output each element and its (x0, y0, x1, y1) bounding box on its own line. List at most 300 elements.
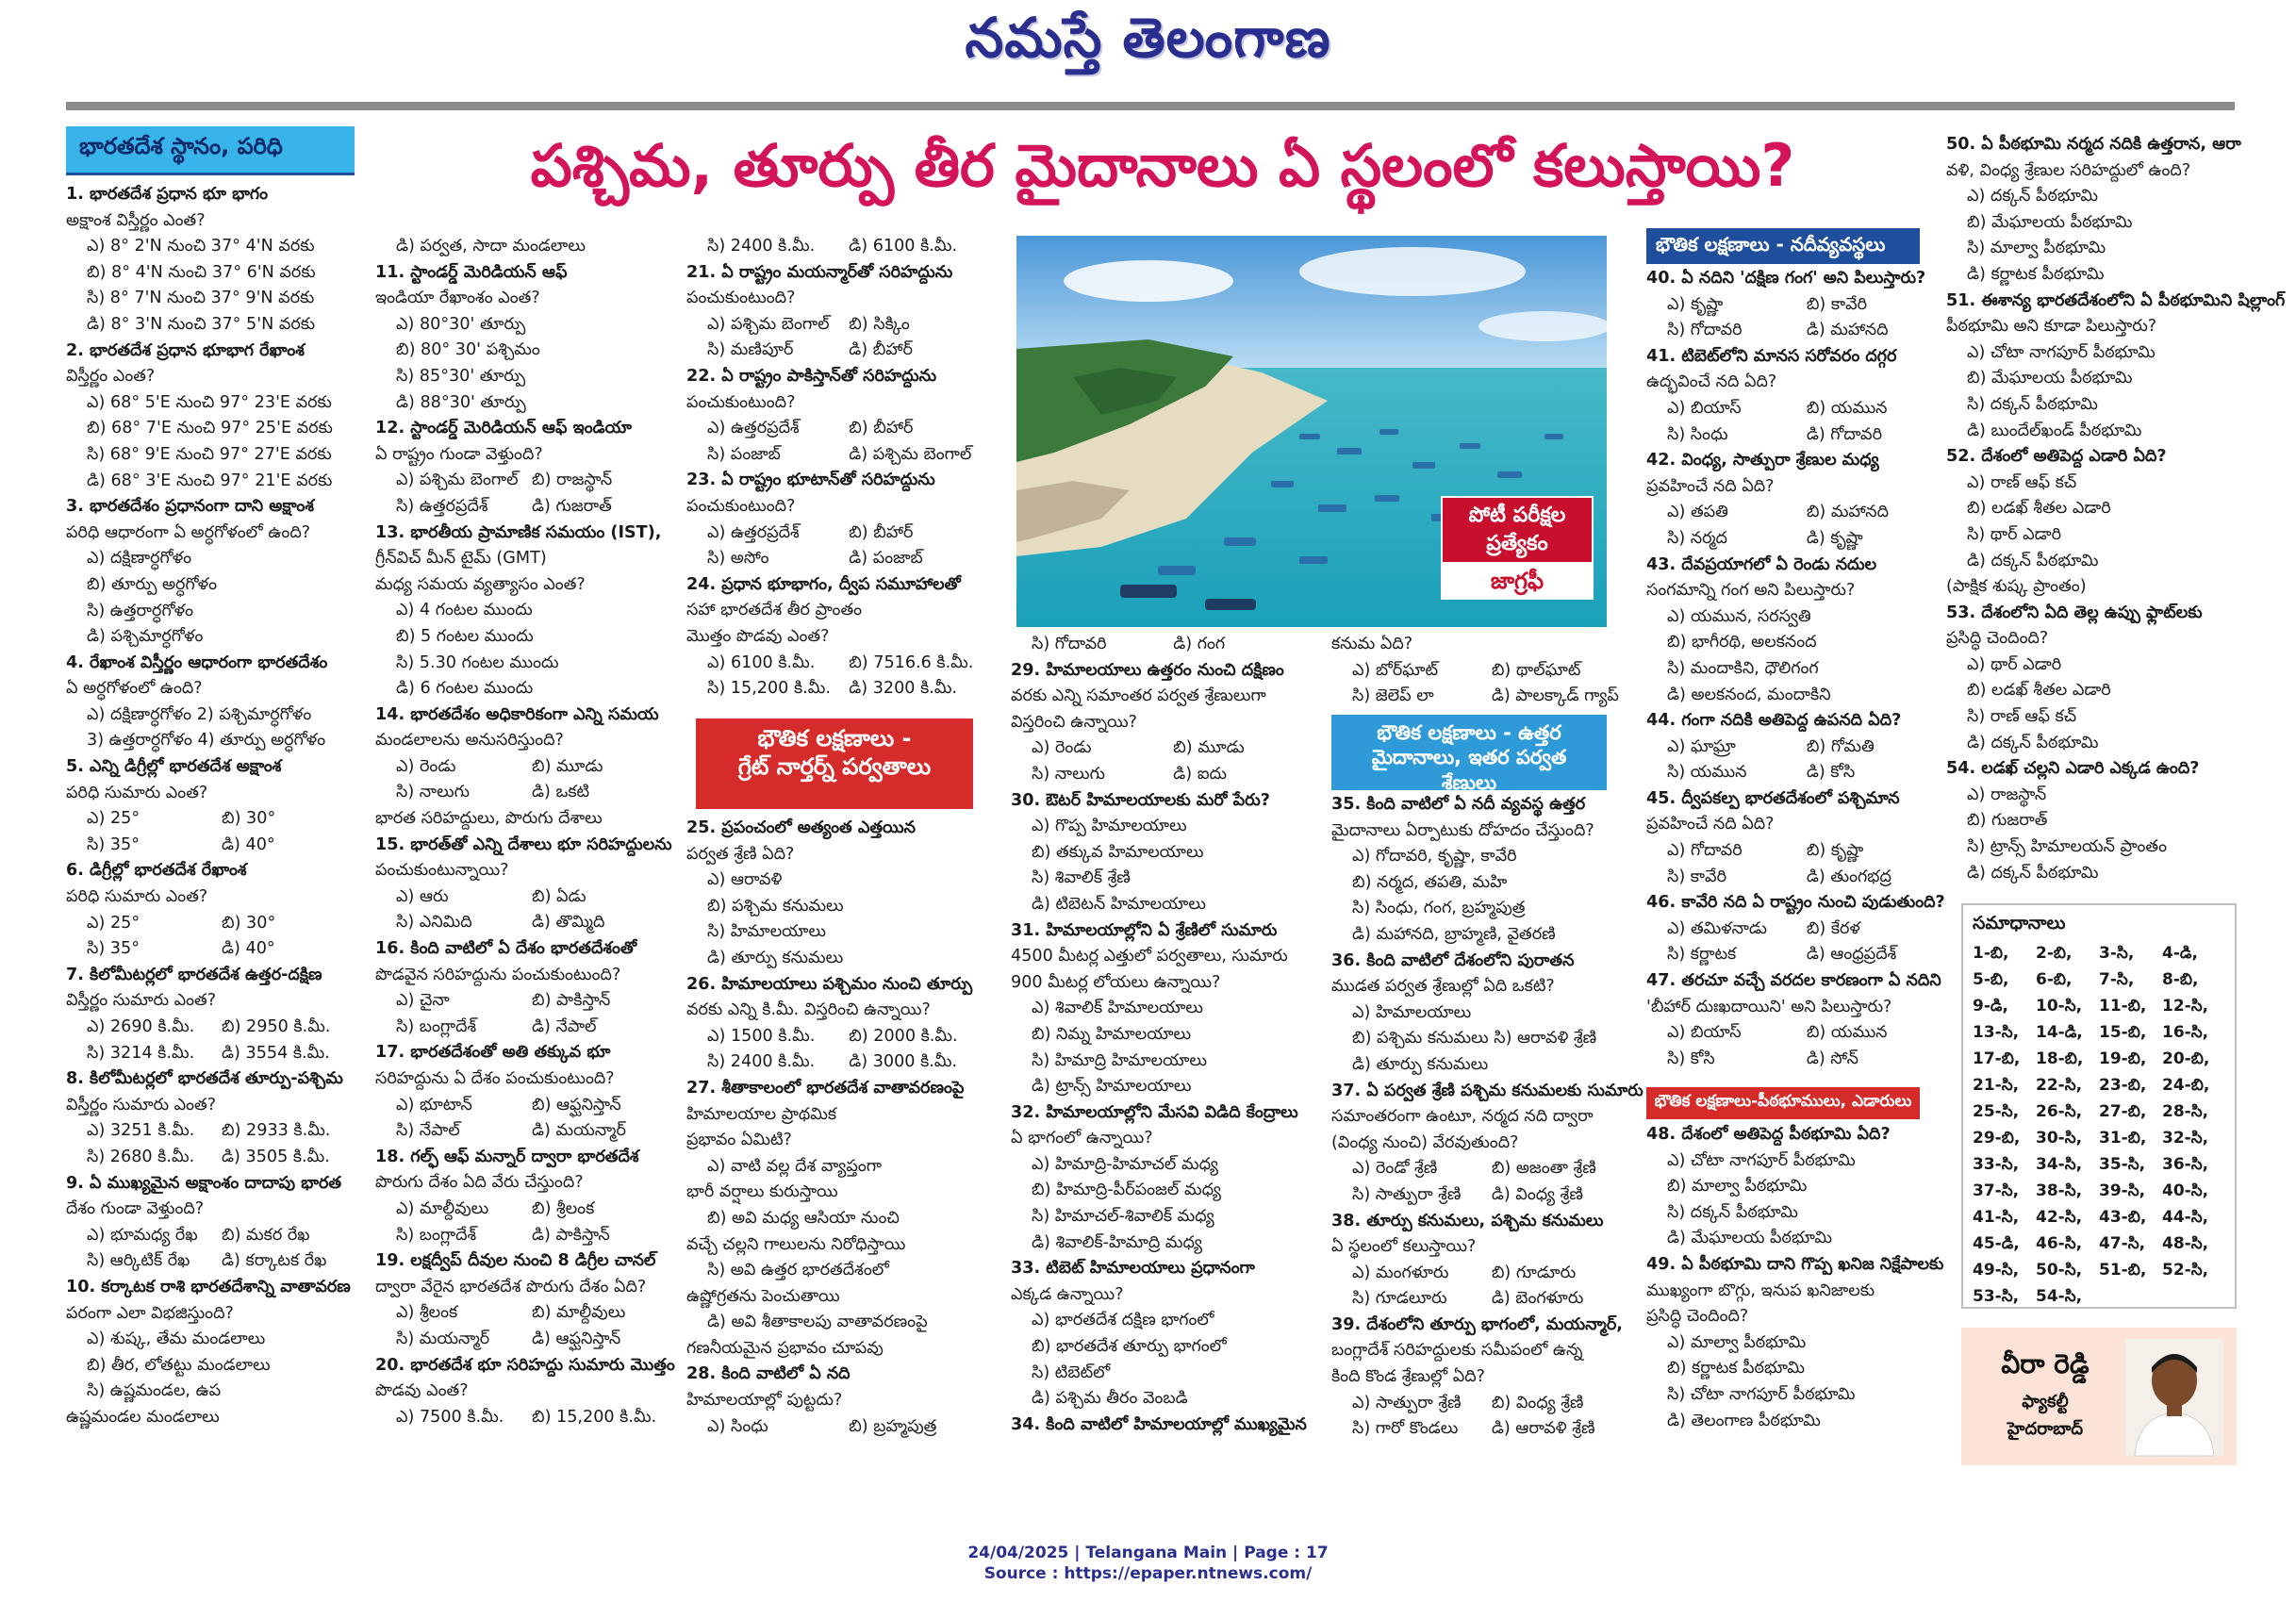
option: డి) తొమ్మిది (532, 913, 605, 933)
column-3-top (686, 234, 1002, 724)
text-line: మొత్తం పొడవు ఎంత? (686, 626, 830, 646)
section-tag-northern-line1: భౌతిక లక్షణాలు - (757, 725, 912, 751)
option: ఎ) 7500 కి.మీ. (396, 1407, 504, 1427)
option: ఎ) 1500 కి.మీ. (707, 1026, 816, 1046)
text-line: పొడవు ఎంత? (375, 1381, 469, 1401)
question: 24. ప్రధాన భూభాగం, ద్వీప సమూహాలతో (686, 574, 961, 594)
answer-item: 20-బి, (2162, 1049, 2210, 1068)
text-line: పంచుకుంటుంది? (686, 289, 796, 308)
option: బి) ఏడు (532, 886, 586, 906)
answer-item: 53-సి, (1973, 1287, 2020, 1306)
option: ఎ) రెండు (396, 756, 456, 776)
text-line: హిమాలయాల ప్రాథమిక (686, 1104, 837, 1124)
option: ఎ) తపతి (1667, 503, 1728, 522)
masthead (0, 0, 2296, 94)
option: బి) తూర్పు అర్ధగోళం (87, 574, 218, 594)
page-footer (0, 1543, 2296, 1584)
option: సి) 68° 9'E నుంచి 97° 27'E వరకు (87, 444, 332, 464)
question: 6. డిగ్రీల్లో భారతదేశ రేఖాంశ (66, 861, 247, 881)
option-pair (1646, 396, 1957, 422)
option-pair (1646, 526, 1957, 553)
option: డి) నేపాల్ (532, 1016, 597, 1036)
option: ఎ) 8° 2'N నుంచి 37° 4'N వరకు (87, 237, 315, 256)
option: ఎ) గోదావరి, కృష్ణా, కావేరి (1352, 847, 1517, 867)
option-pair (1331, 1156, 1643, 1182)
answer-item: 14-డి, (2036, 1023, 2083, 1042)
option: బి) బీహార్ (849, 419, 914, 438)
option: సి) 35° (87, 939, 140, 959)
option-pair (1331, 1391, 1643, 1417)
option: డి) ఐదు (1173, 764, 1228, 784)
option: బి) 2000 కి.మీ. (849, 1026, 958, 1046)
option: సి) నేపాల్ (396, 1121, 460, 1141)
option: డి) 3554 కి.మీ. (222, 1043, 330, 1063)
option: సి) 2400 కి.మీ. (707, 237, 816, 256)
option: సి) చోటా నాగపూర్ పీఠభూమి (1667, 1384, 1856, 1404)
question: 45. ద్వీపకల్ప భారతదేశంలో పశ్చిమాన (1646, 788, 1900, 808)
option-pair (1646, 422, 1957, 449)
option: డి) కృష్ణా (1806, 528, 1863, 548)
option: సి) మణిపూర్ (707, 340, 794, 360)
text-line: మైదానాలు ఏర్పాటుకు దోహదం చేస్తుంది? (1331, 820, 1594, 840)
option: డి) తూర్పు కనుమలు (1352, 1054, 1489, 1074)
text-line: వచ్చే చల్లని గాలులను నిరోధిస్తాయి (686, 1234, 906, 1254)
option: బి) మాల్వా పీఠభూమి (1667, 1177, 1808, 1197)
option: ఎ) రెండో శ్రేణి (1352, 1159, 1438, 1179)
answer-item: 16-సి, (2162, 1023, 2209, 1042)
option: ఎ) పశ్చిమ బెంగాల్ (707, 314, 830, 334)
option-pair (1331, 1416, 1643, 1443)
option-pair (686, 234, 1002, 260)
text-line: విస్తీర్ణం ఎంత? (66, 367, 156, 387)
text-line: పంచుకుంటున్నాయి? (375, 861, 509, 881)
question: 53. దేశంలోని ఏది తెల్ల ఉప్పు ఫ్లాట్‌లకు (1946, 603, 2203, 622)
answers-box (1961, 903, 2237, 1309)
question: 42. వింధ్య, సాత్పురా శ్రేణుల మధ్య (1646, 451, 1879, 471)
text-line: వరకు ఎన్ని కి.మీ. విస్తరించి ఉన్నాయి? (686, 1000, 931, 1020)
question: 35. కింది వాటిలో ఏ నదీ వ్యవస్థ ఉత్తర (1331, 795, 1586, 814)
option: ఎ) మాల్దీవులు (396, 1198, 489, 1218)
option: డి) పశ్చిమార్ధగోళం (87, 627, 204, 647)
question: 18. గల్ఫ్ ఆఫ్ మన్నార్ ద్వారా భారతదేశ (375, 1147, 639, 1166)
text-line: విస్తీర్ణం సుమారు ఎంత? (66, 991, 217, 1011)
text-line: పంచుకుంటుంది? (686, 392, 796, 412)
column-2 (375, 234, 679, 1436)
text-line: ప్రసిద్ధి చెందింది? (1646, 1307, 1749, 1327)
option: డి) పర్వత, సాదా మండలాలు (396, 237, 586, 256)
text-line: పరిధి సుమారు ఎంత? (66, 783, 208, 802)
option-pair (1331, 684, 1643, 710)
option-pair (1646, 917, 1957, 943)
answer-item: 2-బి, (2036, 944, 2073, 963)
option: డి) దక్కన్ పీఠభూమి (1967, 733, 2099, 752)
option: సి) ఆర్కిటిక్ రేఖ (87, 1251, 190, 1271)
option: ఎ) 4 గంటల ముందు (396, 601, 533, 620)
option: డి) మేఘాలయ పీఠభూమి (1667, 1229, 1833, 1248)
option: డి) కర్ణాటక పీఠభూమి (1967, 264, 2105, 284)
person-icon (2125, 1339, 2223, 1456)
option: బి) మూడు (532, 756, 603, 776)
option: సి) బంగ్లాదేశ్ (396, 1225, 477, 1245)
option: ఎ) కృష్ణా (1667, 294, 1724, 314)
option: బి) 2950 కి.మీ. (222, 1017, 331, 1036)
newspaper-title: నమస్తే తెలంగాణ (965, 6, 1331, 70)
option-pair (686, 442, 1002, 469)
option: బి) 68° 7'E నుంచి 97° 25'E వరకు (87, 419, 333, 438)
answer-item: 22-సి, (2036, 1076, 2083, 1095)
option-pair (375, 754, 679, 781)
option: డి) గుజరాత్ (532, 496, 612, 516)
option-pair (1646, 318, 1957, 344)
option: సి) గూడలూరు (1352, 1289, 1447, 1309)
option: ఎ) మాల్వా పీఠభూమి (1667, 1332, 1807, 1352)
option: సి) 8° 7'N నుంచి 37° 9'N వరకు (87, 289, 315, 308)
option: సి) అవి ఉత్తర భారతదేశంలో (707, 1261, 889, 1280)
option: బి) బీహార్ (849, 522, 914, 542)
option: డి) పాకిస్తాన్ (532, 1225, 610, 1245)
option: బి) 15,200 కి.మీ. (532, 1407, 657, 1427)
option-pair (1331, 1286, 1643, 1313)
option-pair (686, 676, 1002, 702)
question: 46. కావేరి నది ఏ రాష్ట్రం నుంచి పుడుతుంది? (1646, 893, 1945, 913)
option: సి) ఉత్తరార్ధగోళం (87, 601, 194, 620)
section-tag-plateaus-label: భౌతిక లక్షణాలు-పీఠభూములు, ఎడారులు (1654, 1092, 1912, 1111)
answer-item: 54-సి, (2036, 1287, 2083, 1306)
answer-item: 46-సి, (2036, 1234, 2083, 1253)
option: డి) 3505 కి.మీ. (222, 1147, 330, 1166)
option-pair (1331, 1182, 1643, 1209)
option: డి) మహానది (1806, 321, 1889, 340)
section-tag-location (66, 126, 355, 175)
question: 15. భారత్‌తో ఎన్ని దేశాలు భూ సరిహద్దులను (375, 834, 672, 854)
option: బి) కేరళ (1806, 918, 1860, 938)
option: ఎ) 68° 5'E నుంచి 97° 23'E వరకు (87, 392, 332, 412)
option: సి) మందాకిని, ధౌలిగంగ (1667, 658, 1819, 678)
option: ఎ) భారతదేశ దక్షిణ భాగంలో (1032, 1311, 1214, 1330)
section-tag-northern-line2: గ్రేట్ నార్తర్న్ పర్వతాలు (737, 753, 932, 780)
question: 36. కింది వాటిలో దేశంలోని పురాతన (1331, 950, 1575, 970)
author-name: వీరా రెడ్డి (2001, 1348, 2090, 1379)
option-pair (686, 1024, 1002, 1050)
footer-source: Source : https://epaper.ntnews.com/ (983, 1564, 1313, 1583)
option: బి) గుజరాత్ (1967, 811, 2048, 831)
option-pair (66, 1145, 368, 1171)
column-3-bottom (686, 816, 1002, 1457)
option: ఎ) ఉత్తరప్రదేశ్ (707, 522, 800, 542)
author-text (1974, 1348, 2116, 1443)
option: బి) మేఘాలయ పీఠభూమి (1967, 369, 2133, 388)
option: సి) కావేరి (1667, 867, 1727, 886)
answer-item: 29-బి, (1973, 1129, 2021, 1148)
header-rule (66, 102, 2235, 110)
option: బి) గూడూరు (1491, 1263, 1577, 1282)
question: 40. ఏ నదిని 'దక్షిణ గంగ' అని పిలుస్తారు? (1646, 269, 1926, 288)
question: 30. ఔటర్ హిమాలయాలకు మరో పేరు? (1011, 790, 1270, 810)
answers-title: సమాధానాలు (1973, 913, 2066, 933)
option: డి) 6100 కి.మీ. (849, 237, 958, 256)
option: ఎ) చోటా నాగపూర్ పీఠభూమి (1667, 1150, 1856, 1170)
option: సి) గోదావరి (1667, 321, 1743, 340)
column-5-top (1331, 632, 1643, 712)
option: సి) ఉష్ణమండల, ఉప (87, 1381, 222, 1401)
option: డి) మయన్మార్ (532, 1121, 626, 1141)
text-line: అక్షాంశ విస్తీర్ణం ఎంత? (66, 210, 206, 230)
option: ఎ) శ్రీలంక (396, 1303, 458, 1323)
answer-item: 24-బి, (2162, 1076, 2210, 1095)
option: సి) థార్ ఎడారి (1967, 524, 2062, 544)
question: 3. భారతదేశం ప్రధానంగా దాని అక్షాంశ (66, 497, 314, 517)
text-line: పొరుగు దేశం ఏది వేరు చేస్తుంది? (375, 1173, 584, 1193)
option: సి) కోసి (1667, 1049, 1715, 1068)
answer-item: 25-సి, (1973, 1102, 2020, 1121)
text-line: కనుమ ఏది? (1331, 635, 1413, 653)
question: 32. హిమాలయాల్లోని మేసవి విడిది కేంద్రాలు (1011, 1102, 1298, 1122)
option: బి) లడఖ్ శీతల ఎడారి (1967, 499, 2111, 519)
section-tag-northern-mountains (696, 718, 973, 809)
badge-top (1443, 498, 1592, 562)
answer-item: 49-సి, (1973, 1261, 2020, 1280)
option-pair (66, 806, 368, 833)
option-pair (66, 1015, 368, 1041)
option: ఎ) 25° (87, 809, 140, 829)
answer-item: 6-బి, (2036, 970, 2073, 989)
option-pair (375, 1118, 679, 1145)
option: డి) అవి శీతాకాలపు వాతావరణంపై (707, 1313, 928, 1332)
column-4 (1011, 632, 1327, 1462)
option: ఎ) బియాస్ (1667, 398, 1742, 418)
option: ఎ) హిమాద్రి-హిమాచల్ మధ్య (1032, 1154, 1218, 1174)
option: బి) 5 గంటల ముందు (396, 626, 534, 646)
option-pair (66, 911, 368, 937)
option: బి) హిమాద్రి-పీర్‌పంజల్ మధ్య (1032, 1181, 1221, 1200)
text-line: పర్వత శ్రేణి ఏది? (686, 844, 795, 864)
option: డి) 6 గంటల ముందు (396, 679, 534, 699)
option-pair (375, 468, 679, 494)
text-line: పీఠభూమి అని కూడా పిలుస్తారు? (1946, 317, 2157, 337)
option: ఎ) పశ్చిమ బెంగాల్ (396, 471, 519, 490)
text-line: 900 మీటర్ల లోయలు ఉన్నాయి? (1011, 972, 1221, 992)
answer-item: 35-సి, (2099, 1155, 2146, 1174)
author-role: ఫ్యాకల్టీ (2022, 1392, 2069, 1412)
answer-item: 36-సి, (2162, 1155, 2209, 1174)
option-pair (686, 1414, 1002, 1441)
badge-line-2: ప్రత్యేకం (1486, 532, 1548, 555)
option: డి) ఆంధ్రప్రదేశ్ (1806, 945, 1897, 965)
option: ఎ) సాత్పురా శ్రేణి (1352, 1393, 1462, 1412)
option: ఎ) శివాలిక్ హిమాలయాలు (1032, 999, 1203, 1018)
option: డి) పంజాబ్ (849, 549, 923, 569)
text-line: ఎక్కడ ఉన్నాయి? (1011, 1284, 1124, 1304)
answer-item: 38-సి, (2036, 1181, 2083, 1200)
answer-item: 40-సి, (2162, 1181, 2209, 1200)
option: సి) 5.30 గంటల ముందు (396, 652, 559, 672)
option: సి) గోదావరి (1032, 635, 1107, 653)
option-pair (1646, 500, 1957, 526)
answer-item: 9-డి, (1973, 997, 2008, 1016)
option-pair (375, 1327, 679, 1353)
option-pair (686, 312, 1002, 339)
option: సి) రాణ్ ఆఫ్ కచ్ (1967, 707, 2077, 727)
answer-item: 4-డి, (2162, 944, 2198, 963)
text-line: వళి, వింధ్య శ్రేణుల సరిహద్దులో ఉంది? (1946, 160, 2191, 180)
option: బి) మహానది (1806, 503, 1890, 522)
option-pair (66, 1118, 368, 1145)
answer-item: 31-బి, (2099, 1129, 2147, 1148)
option: డి) మహానది, బ్రాహ్మణి, వైతరణి (1352, 924, 1556, 944)
text-line: (వింధ్య నుంచి) వేరవుతుంది? (1331, 1132, 1519, 1152)
text-line: ఉష్ణమండల మండలాలు (66, 1407, 220, 1427)
section-tag-plains (1331, 715, 1607, 794)
question: 34. కింది వాటిలో హిమాలయాల్లో ముఖ్యమైన (1011, 1414, 1307, 1434)
question: 38. తూర్పు కనుమలు, పశ్చిమ కనుమలు (1331, 1211, 1604, 1230)
question: 50. ఏ పీఠభూమి నర్మద నదికి ఉత్తరాన, ఆరా (1946, 135, 2241, 154)
column-6-top (1646, 266, 1957, 1086)
option-pair (1331, 658, 1643, 685)
option-pair (375, 780, 679, 806)
option-pair (1646, 292, 1957, 319)
option-pair (1646, 1047, 1957, 1073)
option: డి) బెంగళూరు (1491, 1289, 1584, 1309)
option: బి) మాల్దీవులు (532, 1303, 626, 1323)
option: ఎ) యమున, సరస్వతి (1667, 606, 1811, 626)
option: సి) కర్ణాటక (1667, 945, 1737, 965)
option: సి) సింధు, గంగ, బ్రహ్మపుత్ర (1352, 899, 1526, 918)
option: బి) మకర రేఖ (222, 1225, 310, 1245)
text-line: ముఖ్యంగా బొగ్గు, ఇనుప ఖనిజాలకు (1646, 1280, 1875, 1300)
option: బి) లడఖ్ శీతల ఎడారి (1967, 681, 2111, 701)
text-line: దేశం గుండా వెళ్తుంది? (66, 1199, 205, 1219)
text-line: విస్తీర్ణం సుమారు ఎంత? (66, 1095, 217, 1115)
option: సి) 15,200 కి.మీ. (707, 679, 831, 699)
option: ఎ) రెండు (1032, 738, 1092, 758)
question: 43. దేవప్రయాగలో ఏ రెండు నదుల (1646, 554, 1877, 574)
answer-item: 7-సి, (2099, 970, 2135, 989)
option: ఎ) భూటాన్ (396, 1095, 472, 1115)
question: 2. భారతదేశ ప్రధాన భూభాగ రేఖాంశ (66, 340, 305, 360)
option: బి) మేఘాలయ పీఠభూమి (1967, 212, 2133, 232)
option: డి) శివాలిక్-హిమాద్రి మధ్య (1032, 1232, 1202, 1252)
option: బి) థాల్‌ఘాట్ (1491, 660, 1581, 680)
text-line: ప్రసిద్ధి చెందింది? (1946, 629, 2049, 649)
question: 51. ఈశాన్య భారతదేశంలోని ఏ పీఠభూమిని షిల్లాంగ్ (1946, 290, 2286, 310)
option: ఎ) బోర్‌ఘాట్ (1352, 660, 1439, 680)
option-pair (1646, 735, 1957, 761)
option: డి) 8° 3'N నుంచి 37° 5'N వరకు (87, 314, 316, 334)
question: 27. శీతాకాలంలో భారతదేశ వాతావరణంపై (686, 1078, 965, 1098)
text-line: మండలాలను అనుసరిస్తుంది? (375, 731, 564, 751)
question: 16. కింది వాటిలో ఏ దేశం భారతదేశంతో (375, 939, 637, 959)
section-tag-rivers-label: భౌతిక లక్షణాలు - నదీవ్యవస్థలు (1656, 233, 1886, 256)
option: సి) నాలుగు (396, 783, 470, 802)
option: సి) ట్రాన్స్ హిమాలయన్ ప్రాంతం (1967, 837, 2168, 857)
option: డి) పాలక్కాడ్ గ్యాప్ (1491, 686, 1619, 706)
option: ఎ) చోటా నాగపూర్ పీఠభూమి (1967, 342, 2156, 362)
option: సి) సింధు (1667, 424, 1728, 444)
question: 47. తరచూ వచ్చే వరదల కారణంగా ఏ నదిని (1646, 971, 1941, 991)
text-line: సంగమాన్ని గంగ అని పిలుస్తారు? (1646, 581, 1856, 601)
answer-item: 13-సి, (1973, 1023, 2020, 1042)
option-pair (1011, 735, 1327, 762)
text-line: ఇండియా రేఖాంశం ఎంత? (375, 289, 540, 308)
section-tag-rivers (1646, 228, 1920, 264)
option: సి) సాత్పురా శ్రేణి (1352, 1184, 1462, 1204)
option: సి) పంజాబ్ (707, 444, 781, 464)
option: బి) వింధ్య శ్రేణి (1491, 1393, 1584, 1412)
option: ఎ) గొప్ప హిమాలయాలు (1032, 817, 1187, 836)
question: 8. కిలోమీటర్లలో భారతదేశ తూర్పు-పశ్చిమ (66, 1069, 343, 1089)
option: డి) గంగ (1173, 635, 1226, 653)
question: 52. దేశంలో అతిపెద్ద ఎడారి ఏది? (1946, 447, 2167, 467)
answer-item: 48-సి, (2162, 1234, 2209, 1253)
option-pair (686, 520, 1002, 547)
option: ఎ) ఆరు (396, 886, 449, 906)
option: 3) ఉత్తరార్ధగోళం 4) తూర్పు అర్ధగోళం (87, 731, 326, 751)
answer-item: 37-సి, (1973, 1181, 2020, 1200)
question: 25. ప్రపంచంలో అత్యంత ఎత్తయిన (686, 818, 917, 837)
answer-item: 34-సి, (2036, 1155, 2083, 1174)
answer-item: 5-బి, (1973, 970, 2009, 989)
option: డి) పశ్చిమ తీరం వెంబడి (1032, 1389, 1188, 1409)
text-line: భారత సరిహద్దులు, పొరుగు దేశాలు (375, 809, 603, 829)
answer-item: 15-బి, (2099, 1023, 2147, 1042)
text-line: 'బీహార్ దుఃఖదాయిని' అని పిలుస్తారు? (1646, 997, 1892, 1016)
option-pair (1646, 1020, 1957, 1047)
option: సి) నర్మద (1667, 528, 1727, 548)
question: 37. ఏ పర్వత శ్రేణి పశ్చిమ కనుమలకు సుమారు (1331, 1081, 1644, 1100)
option: సి) ఎనిమిది (396, 913, 472, 933)
option-pair (686, 546, 1002, 572)
answer-item: 18-బి, (2036, 1049, 2084, 1068)
text-line: సరిహద్దును ఏ దేశం పంచుకుంటుంది? (375, 1069, 615, 1088)
option: సి) హిమాచల్-శివాలిక్ మధ్య (1032, 1207, 1214, 1227)
option: ఎ) బియాస్ (1667, 1023, 1742, 1043)
option: ఎ) మంగళూరు (1352, 1263, 1449, 1282)
option: డి) 40° (222, 834, 275, 854)
option-pair (66, 1248, 368, 1275)
text-line: సమాంతరంగా ఉంటూ, నర్మద నది ద్వారా (1331, 1107, 1594, 1127)
option: డి) అలకనంద, మందాకిని (1667, 685, 1831, 704)
option: బి) భాగీరథి, అలకనంద (1667, 633, 1817, 652)
text-line: ఉష్ణోగ్రతను పెంచుతాయి (686, 1286, 840, 1306)
column-6-bottom (1646, 1122, 1957, 1462)
option: డి) పశ్చిమ బెంగాల్ (849, 444, 972, 464)
question: 29. హిమాలయాలు ఉత్తరం నుంచి దక్షిణం (1011, 660, 1284, 680)
option: డి) కర్కాటక రేఖ (222, 1251, 327, 1271)
option: బి) యమున (1806, 398, 1888, 418)
option: ఎ) దక్షిణార్ధగోళం 2) పశ్చిమార్ధగోళం (87, 704, 312, 724)
question: 22. ఏ రాష్ట్రం పాకిస్తాన్‌తో సరిహద్దును (686, 366, 937, 386)
text-line: మధ్య సమయ వ్యత్యాసం ఎంత? (375, 574, 586, 594)
option-pair (66, 1041, 368, 1067)
text-line: ఏ స్థలంలో కలుస్తాయి? (1331, 1237, 1477, 1257)
option: డి) దక్కన్ పీఠభూమి (1967, 551, 2099, 570)
text-line: పరిధి ఆధారంగా ఏ అర్ధగోళంలో ఉంది? (66, 522, 311, 542)
option: డి) ఆఫ్ఘనిస్తాన్ (532, 1329, 621, 1348)
question: 10. కర్కాటక రాశి భారతదేశాన్ని వాతావరణ (66, 1277, 351, 1296)
text-line: ముడత పర్వత శ్రేణుల్లో ఏది ఒకటి? (1331, 977, 1555, 997)
answer-item: 52-సి, (2162, 1261, 2209, 1280)
option-pair (686, 651, 1002, 677)
option: డి) దక్కన్ పీఠభూమి (1967, 863, 2099, 883)
option: ఎ) రాజస్థాన్ (1967, 784, 2047, 804)
option: ఎ) రాణ్ ఆఫ్ కచ్ (1967, 472, 2077, 492)
author-box (1961, 1328, 2237, 1465)
option: బి) భారతదేశ తూర్పు భాగంలో (1032, 1337, 1227, 1357)
option: బి) పశ్చిమ కనుమలు (707, 896, 844, 916)
answer-item: 39-సి, (2099, 1181, 2146, 1200)
author-avatar (2125, 1339, 2223, 1456)
option: డి) 3200 కి.మీ. (849, 679, 958, 699)
